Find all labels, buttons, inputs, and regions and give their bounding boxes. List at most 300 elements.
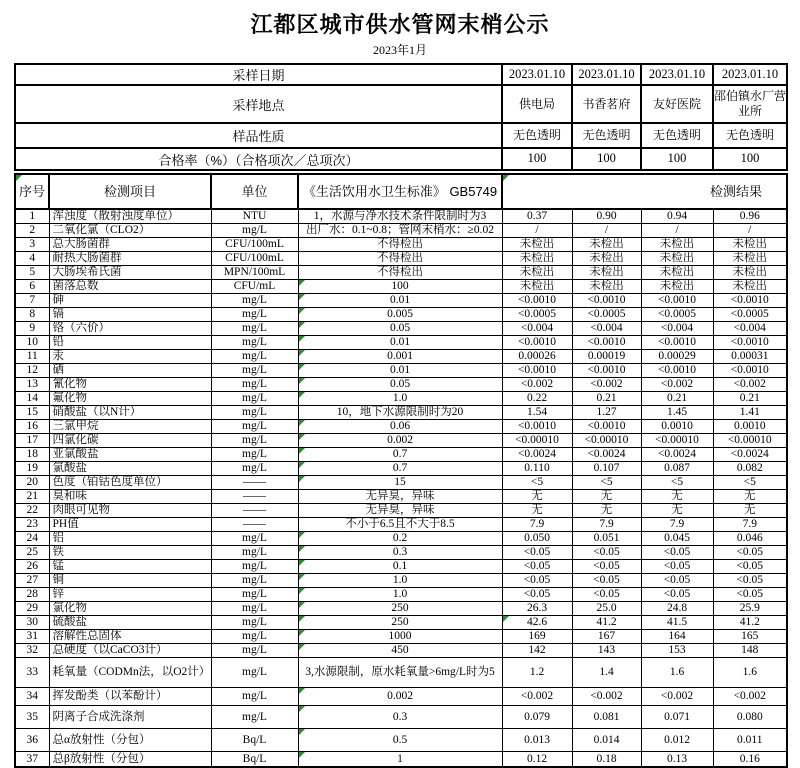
cell-value: <0.05 [572, 573, 641, 587]
cell-value: <0.002 [641, 377, 713, 391]
cell-standard: 无异臭，异味 [298, 489, 502, 503]
cell-item: 亚氯酸盐 [49, 447, 211, 461]
info-value-cell: 无色透明 [641, 123, 713, 148]
cell-unit: mg/L [211, 461, 298, 475]
cell-value: 0.00026 [502, 349, 572, 363]
cell-item: 肉眼可见物 [49, 503, 211, 517]
cell-value: 148 [713, 643, 787, 657]
cell-value: 0.082 [713, 461, 787, 475]
cell-value: 0.011 [713, 728, 787, 751]
cell-value: <0.002 [502, 377, 572, 391]
cell-value: 未检出 [572, 237, 641, 251]
cell-value: <0.0010 [502, 293, 572, 307]
test-results-table [14, 173, 788, 768]
cell-flag-icon [299, 729, 305, 735]
cell-standard: 0.01 [298, 335, 502, 349]
info-value-cell: 2023.01.10 [641, 64, 713, 85]
cell-value: 0.96 [713, 209, 787, 223]
cell-value: 7.9 [641, 517, 713, 531]
cell-unit: mg/L [211, 405, 298, 419]
cell-flag-icon [299, 546, 305, 552]
cell-value: <0.05 [641, 587, 713, 601]
cell-value: 1.27 [572, 405, 641, 419]
cell-no: 29 [15, 601, 49, 615]
cell-item: 总α放射性（分包） [49, 728, 211, 751]
info-row-label: 样品性质 [15, 123, 502, 148]
cell-standard: 不小于6.5且不大于8.5 [298, 517, 502, 531]
cell-value: 0.21 [713, 391, 787, 405]
cell-value: <0.0010 [502, 335, 572, 349]
cell-no: 8 [15, 307, 49, 321]
cell-item: 硒 [49, 363, 211, 377]
table-row [15, 237, 787, 251]
cell-value: <0.00010 [572, 433, 641, 447]
cell-standard: 10，地下水源限制时为20 [298, 405, 502, 419]
col-header-results-label: 检测结果 [710, 183, 763, 199]
cell-value: 无 [572, 503, 641, 517]
cell-flag-icon [299, 560, 305, 566]
cell-value: <0.0010 [713, 335, 787, 349]
cell-value: 未检出 [713, 251, 787, 265]
page-title: 江都区城市供水管网末梢公示 [250, 12, 550, 37]
cell-value: <0.0010 [572, 335, 641, 349]
cell-item: 镉 [49, 307, 211, 321]
cell-value: <0.002 [572, 687, 641, 705]
cell-value: <5 [641, 475, 713, 489]
info-value-cell: 无色透明 [713, 123, 787, 148]
cell-value: 0.0010 [641, 419, 713, 433]
cell-standard: 1.0 [298, 391, 502, 405]
cell-flag-icon [299, 434, 305, 440]
cell-standard: 0.001 [298, 349, 502, 363]
info-value-cell: 供电局 [502, 85, 572, 123]
cell-item: 锌 [49, 587, 211, 601]
cell-item: 铜 [49, 573, 211, 587]
cell-value: 153 [641, 643, 713, 657]
cell-unit: mg/L [211, 377, 298, 391]
table-row [15, 405, 787, 419]
cell-value: 1.54 [502, 405, 572, 419]
cell-flag-icon [299, 364, 305, 370]
cell-flag-icon [299, 616, 305, 622]
info-row-label: 采样地点 [15, 85, 502, 123]
cell-standard: 1.0 [298, 587, 502, 601]
cell-unit: mg/L [211, 391, 298, 405]
table-row [15, 251, 787, 265]
cell-standard: 出厂水：0.1~0.8；管网末梢水：≥0.02 [298, 223, 502, 237]
info-row-label: 合格率（%）（合格项次／总项次） [15, 148, 502, 170]
cell-value: 无 [502, 503, 572, 517]
cell-unit: NTU [211, 209, 298, 223]
table-row [15, 615, 787, 629]
cell-no: 33 [15, 657, 49, 687]
cell-value: 0.37 [502, 209, 572, 223]
cell-value: <5 [502, 475, 572, 489]
cell-no: 6 [15, 279, 49, 293]
table-row [15, 559, 787, 573]
info-value-cell: 书香茗府 [572, 85, 641, 123]
cell-no: 7 [15, 293, 49, 307]
cell-unit: CFU/100mL [211, 237, 298, 251]
cell-value: <0.05 [502, 545, 572, 559]
cell-value: 7.9 [502, 517, 572, 531]
cell-value: <0.004 [641, 321, 713, 335]
cell-item: 硝酸盐（以N计） [49, 405, 211, 419]
cell-item: 铁 [49, 545, 211, 559]
cell-item: 浑浊度（散射浊度单位） [49, 209, 211, 223]
cell-value: 无 [502, 489, 572, 503]
cell-unit: mg/L [211, 335, 298, 349]
cell-value: <0.0010 [641, 335, 713, 349]
cell-value: <0.0024 [502, 447, 572, 461]
cell-value: 未检出 [713, 279, 787, 293]
table-row [15, 751, 787, 767]
cell-item: 总硬度（以CaCO3计） [49, 643, 211, 657]
cell-flag-icon [299, 588, 305, 594]
col-header-results [502, 174, 787, 209]
cell-flag-icon [299, 706, 305, 712]
cell-flag-icon [299, 630, 305, 636]
cell-value: <0.05 [713, 573, 787, 587]
table-row [15, 419, 787, 433]
table-row [15, 601, 787, 615]
cell-standard: 0.3 [298, 705, 502, 728]
cell-no: 36 [15, 728, 49, 751]
cell-value: 未检出 [641, 279, 713, 293]
cell-value: <0.0010 [713, 293, 787, 307]
cell-no: 3 [15, 237, 49, 251]
table-row [15, 377, 787, 391]
cell-standard: 0.05 [298, 321, 502, 335]
cell-standard: 15 [298, 475, 502, 489]
cell-item: 总大肠菌群 [49, 237, 211, 251]
table-row [15, 223, 787, 237]
cell-value: <0.002 [502, 687, 572, 705]
cell-value: 未检出 [713, 237, 787, 251]
cell-no: 1 [15, 209, 49, 223]
info-value-cell: 2023.01.10 [713, 64, 787, 85]
cell-unit: —— [211, 475, 298, 489]
cell-value: <0.05 [572, 559, 641, 573]
cell-item: 三氯甲烷 [49, 419, 211, 433]
cell-unit: —— [211, 503, 298, 517]
cell-standard: 0.1 [298, 559, 502, 573]
cell-item: PH值 [49, 517, 211, 531]
cell-value: 143 [572, 643, 641, 657]
table-row [15, 687, 787, 705]
cell-value: 未检出 [502, 265, 572, 279]
cell-item: 硫酸盐 [49, 615, 211, 629]
cell-no: 19 [15, 461, 49, 475]
cell-no: 34 [15, 687, 49, 705]
cell-value: 25.0 [572, 601, 641, 615]
cell-value: 未检出 [641, 251, 713, 265]
cell-value: 0.00029 [641, 349, 713, 363]
cell-value: <0.0010 [572, 293, 641, 307]
cell-unit: Bq/L [211, 728, 298, 751]
info-row [15, 85, 787, 123]
cell-value: 0.16 [713, 751, 787, 767]
cell-flag-icon [299, 336, 305, 342]
cell-value: <0.0010 [713, 363, 787, 377]
cell-unit: mg/L [211, 687, 298, 705]
cell-no: 9 [15, 321, 49, 335]
cell-value: / [713, 223, 787, 237]
cell-no: 10 [15, 335, 49, 349]
cell-unit: MPN/100mL [211, 265, 298, 279]
cell-standard: 0.002 [298, 433, 502, 447]
cell-value: <0.00010 [502, 433, 572, 447]
cell-standard: 0.05 [298, 377, 502, 391]
cell-standard: 0.3 [298, 545, 502, 559]
cell-value: 0.21 [572, 391, 641, 405]
cell-value: 0.014 [572, 728, 641, 751]
cell-flag-icon [299, 392, 305, 398]
table-row [15, 461, 787, 475]
cell-value: 1.6 [641, 657, 713, 687]
info-value-cell: 100 [572, 148, 641, 170]
cell-value: 0.12 [502, 751, 572, 767]
table-row [15, 517, 787, 531]
cell-standard: 0.7 [298, 447, 502, 461]
cell-value: / [641, 223, 713, 237]
cell-no: 31 [15, 629, 49, 643]
page-subtitle: 2023年1月 [372, 43, 427, 57]
cell-value: 无 [641, 503, 713, 517]
cell-value: / [502, 223, 572, 237]
cell-value: 142 [502, 643, 572, 657]
cell-unit: mg/L [211, 657, 298, 687]
cell-unit: mg/L [211, 573, 298, 587]
table-row [15, 391, 787, 405]
cell-value: <0.05 [641, 573, 713, 587]
cell-item: 汞 [49, 349, 211, 363]
cell-value: 169 [502, 629, 572, 643]
col-header-no [15, 174, 49, 209]
cell-no: 24 [15, 531, 49, 545]
cell-value: 0.0010 [713, 419, 787, 433]
cell-standard: 450 [298, 643, 502, 657]
cell-value: 未检出 [502, 251, 572, 265]
cell-value: <0.0024 [572, 447, 641, 461]
cell-value: <0.0005 [641, 307, 713, 321]
cell-value: 0.071 [641, 705, 713, 728]
cell-unit: mg/L [211, 559, 298, 573]
cell-value: 24.8 [641, 601, 713, 615]
cell-standard: 无异臭，异味 [298, 503, 502, 517]
col-header-item-label: 检测项目 [103, 183, 156, 199]
cell-value: 0.046 [713, 531, 787, 545]
table-row [15, 705, 787, 728]
cell-no: 22 [15, 503, 49, 517]
col-header-unit-label: 单位 [241, 183, 268, 199]
cell-standard: 3,水源限制，原水耗氧量>6mg/L时为5 [298, 657, 502, 687]
cell-item: 溶解性总固体 [49, 629, 211, 643]
cell-value: 0.107 [572, 461, 641, 475]
cell-standard: 0.01 [298, 293, 502, 307]
info-value-cell: 2023.01.10 [572, 64, 641, 85]
cell-item: 铝 [49, 531, 211, 545]
cell-value: 无 [713, 489, 787, 503]
cell-no: 37 [15, 751, 49, 767]
table-row [15, 447, 787, 461]
cell-standard: 1000 [298, 629, 502, 643]
cell-value: 1.2 [502, 657, 572, 687]
cell-value: 0.110 [502, 461, 572, 475]
cell-item: 总β放射性（分包） [49, 751, 211, 767]
cell-value: 1.45 [641, 405, 713, 419]
cell-flag-icon [299, 688, 305, 694]
cell-unit: —— [211, 489, 298, 503]
info-value-cell: 2023.01.10 [502, 64, 572, 85]
cell-value: 42.6 [502, 615, 572, 629]
cell-no: 23 [15, 517, 49, 531]
cell-flag-icon [299, 308, 305, 314]
cell-value: 0.22 [502, 391, 572, 405]
cell-value: 未检出 [641, 265, 713, 279]
cell-value: <0.0005 [502, 307, 572, 321]
col-header-standard [298, 174, 502, 209]
cell-flag-icon [299, 294, 305, 300]
cell-flag-icon [299, 322, 305, 328]
cell-value: 41.2 [572, 615, 641, 629]
cell-standard: 100 [298, 279, 502, 293]
cell-flag-icon [503, 616, 509, 622]
cell-value: 未检出 [572, 279, 641, 293]
cell-value: 0.087 [641, 461, 713, 475]
cell-value: 41.5 [641, 615, 713, 629]
cell-value: <0.0005 [713, 307, 787, 321]
cell-value: 0.13 [641, 751, 713, 767]
table-row [15, 209, 787, 223]
info-row [15, 64, 787, 85]
cell-value: <0.0010 [641, 363, 713, 377]
cell-no: 17 [15, 433, 49, 447]
table-row [15, 363, 787, 377]
cell-value: 0.94 [641, 209, 713, 223]
cell-unit: CFU/mL [211, 279, 298, 293]
table-row [15, 545, 787, 559]
cell-value: <0.0010 [641, 293, 713, 307]
cell-value: 未检出 [641, 237, 713, 251]
cell-unit: Bq/L [211, 751, 298, 767]
table-row [15, 349, 787, 363]
table-row [15, 531, 787, 545]
cell-unit: mg/L [211, 307, 298, 321]
table-row [15, 307, 787, 321]
cell-no: 27 [15, 573, 49, 587]
cell-item: 砷 [49, 293, 211, 307]
column-header-row [15, 174, 787, 209]
cell-unit: mg/L [211, 419, 298, 433]
info-value-cell: 100 [502, 148, 572, 170]
cell-flag-icon [299, 752, 305, 758]
cell-standard: 0.01 [298, 363, 502, 377]
cell-unit: mg/L [211, 433, 298, 447]
cell-value: 0.080 [713, 705, 787, 728]
info-value-cell: 友好医院 [641, 85, 713, 123]
cell-item: 氟化物 [49, 391, 211, 405]
cell-flag-icon [299, 532, 305, 538]
cell-standard: 不得检出 [298, 251, 502, 265]
cell-item: 菌落总数 [49, 279, 211, 293]
cell-value: 26.3 [502, 601, 572, 615]
cell-item: 氯化物 [49, 601, 211, 615]
cell-item: 大肠埃希氏菌 [49, 265, 211, 279]
table-row [15, 489, 787, 503]
cell-no: 30 [15, 615, 49, 629]
cell-flag-icon [299, 476, 305, 482]
cell-standard: 0.2 [298, 531, 502, 545]
cell-no: 2 [15, 223, 49, 237]
cell-value: <0.004 [502, 321, 572, 335]
cell-flag-icon [503, 175, 509, 181]
cell-value: 41.2 [713, 615, 787, 629]
cell-value: 0.045 [641, 531, 713, 545]
cell-value: <0.0010 [502, 419, 572, 433]
table-row [15, 475, 787, 489]
cell-value: <0.05 [641, 545, 713, 559]
cell-value: 未检出 [572, 251, 641, 265]
cell-item: 氰化物 [49, 377, 211, 391]
cell-flag-icon [299, 448, 305, 454]
cell-value: <0.05 [641, 559, 713, 573]
cell-no: 4 [15, 251, 49, 265]
cell-value: 无 [572, 489, 641, 503]
cell-no: 5 [15, 265, 49, 279]
col-header-no-label: 序号 [18, 183, 45, 199]
table-row [15, 657, 787, 687]
cell-value: 0.21 [641, 391, 713, 405]
cell-value: 0.012 [641, 728, 713, 751]
sample-info-table [14, 63, 788, 171]
cell-no: 28 [15, 587, 49, 601]
cell-value: 0.081 [572, 705, 641, 728]
table-row [15, 265, 787, 279]
cell-unit: —— [211, 517, 298, 531]
cell-item: 铬（六价） [49, 321, 211, 335]
cell-value: 165 [713, 629, 787, 643]
cell-flag-icon [299, 644, 305, 650]
cell-value: 0.90 [572, 209, 641, 223]
cell-no: 21 [15, 489, 49, 503]
cell-value: <0.002 [641, 687, 713, 705]
cell-flag-icon [299, 280, 305, 286]
info-value-cell: 邵伯镇水厂营业所 [713, 85, 787, 123]
cell-standard: 250 [298, 601, 502, 615]
cell-item: 阴离子合成洗涤剂 [49, 705, 211, 728]
info-value-cell: 100 [713, 148, 787, 170]
cell-value: 1.41 [713, 405, 787, 419]
cell-unit: mg/L [211, 587, 298, 601]
cell-item: 臭和味 [49, 489, 211, 503]
cell-item: 耗氧量（CODMn法，以O2计） [49, 657, 211, 687]
cell-unit: mg/L [211, 545, 298, 559]
cell-unit: mg/L [211, 223, 298, 237]
cell-value: <0.05 [572, 587, 641, 601]
cell-value: <0.0024 [713, 447, 787, 461]
cell-unit: mg/L [211, 601, 298, 615]
cell-value: 0.00019 [572, 349, 641, 363]
cell-item: 挥发酚类（以苯酚计） [49, 687, 211, 705]
cell-value: 0.013 [502, 728, 572, 751]
cell-standard: 0.7 [298, 461, 502, 475]
cell-standard: 0.5 [298, 728, 502, 751]
cell-value: <5 [713, 475, 787, 489]
cell-value: 1.4 [572, 657, 641, 687]
table-row [15, 643, 787, 657]
info-value-cell: 无色透明 [502, 123, 572, 148]
